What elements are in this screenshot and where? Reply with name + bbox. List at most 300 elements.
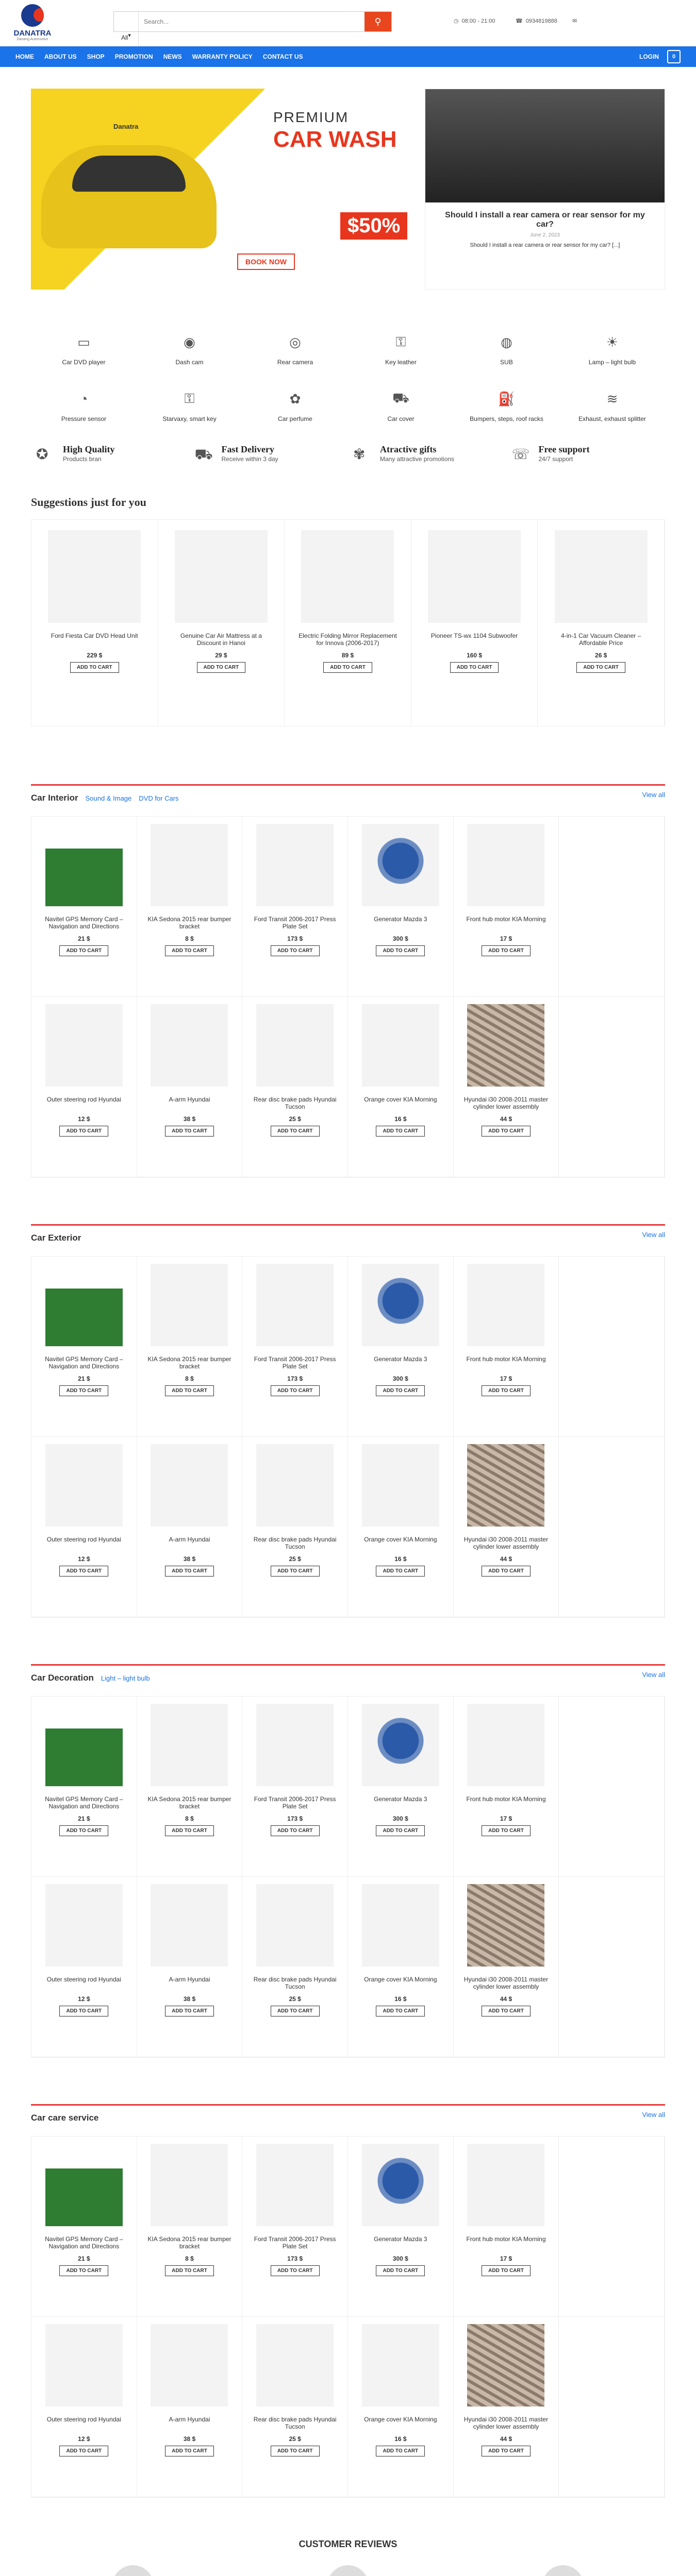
nav-item[interactable]: PROMOTION xyxy=(114,53,153,60)
product-name[interactable]: Navitel GPS Memory Card – Navigation and Directions xyxy=(45,2235,123,2250)
product-image[interactable] xyxy=(362,1704,439,1786)
product-price: 38 $ xyxy=(183,1555,196,1563)
add-to-cart-button[interactable]: ADD TO CART xyxy=(59,2006,108,2016)
category-icon: ⛟ xyxy=(392,389,409,405)
product-card[interactable] xyxy=(454,1437,559,1617)
add-to-cart-button[interactable]: ADD TO CART xyxy=(271,2006,320,2016)
nav-item[interactable]: ABOUT US xyxy=(44,53,77,60)
feature-item xyxy=(507,444,666,485)
section-header xyxy=(31,1664,665,1690)
product-price: 16 $ xyxy=(394,1115,407,1123)
add-to-cart-button[interactable]: ADD TO CART xyxy=(165,1566,214,1577)
product-price: 12 $ xyxy=(78,1555,90,1563)
product-price: 173 $ xyxy=(287,1815,303,1822)
add-to-cart-button[interactable]: ADD TO CART xyxy=(323,662,372,673)
add-to-cart-button[interactable]: ADD TO CART xyxy=(197,662,246,673)
category-label: Exhaust, exhaust splitter xyxy=(578,415,646,422)
feature-subtitle: Receive within 3 day xyxy=(221,455,278,463)
add-to-cart-button[interactable]: ADD TO CART xyxy=(271,1385,320,1396)
category-item[interactable] xyxy=(454,331,559,377)
logo-tagline: Danang Automotive xyxy=(16,38,48,41)
product-card[interactable] xyxy=(242,2317,348,2497)
product-card[interactable] xyxy=(137,1877,243,2057)
nav-item[interactable]: NEWS xyxy=(163,53,182,60)
reviewer-avatar xyxy=(542,2565,584,2576)
add-to-cart-button[interactable]: ADD TO CART xyxy=(482,2446,531,2456)
add-to-cart-button[interactable]: ADD TO CART xyxy=(271,2265,320,2276)
product-name[interactable]: Rear disc brake pads Hyundai Tucson xyxy=(253,1096,337,1110)
product-price: 173 $ xyxy=(287,935,303,942)
product-price: 8 $ xyxy=(185,1375,194,1382)
add-to-cart-button[interactable]: ADD TO CART xyxy=(271,1126,320,1137)
product-image[interactable] xyxy=(45,824,123,906)
section-title[interactable]: Car care service xyxy=(31,2113,99,2123)
product-name[interactable]: A-arm Hyundai xyxy=(169,1536,210,1543)
product-card[interactable] xyxy=(348,1697,454,1877)
product-image[interactable] xyxy=(362,1444,439,1527)
view-all-link[interactable]: View all xyxy=(642,1671,665,1679)
product-card[interactable] xyxy=(348,1257,454,1437)
feature-strip xyxy=(31,444,665,485)
product-name[interactable]: Ford Transit 2006-2017 Press Plate Set xyxy=(254,1355,336,1370)
product-image[interactable] xyxy=(45,1264,123,1346)
logo-mark xyxy=(21,4,44,27)
product-name[interactable]: Outer steering rod Hyundai xyxy=(46,2416,121,2423)
category-icon: ▭ xyxy=(77,334,90,350)
category-icon: ◔ xyxy=(79,391,88,406)
product-image[interactable] xyxy=(362,2324,439,2406)
product-card[interactable] xyxy=(454,997,559,1177)
view-all-link[interactable]: View all xyxy=(642,1231,665,1239)
product-image[interactable] xyxy=(301,530,394,623)
product-card[interactable] xyxy=(31,817,137,997)
view-all-link[interactable]: View all xyxy=(642,2111,665,2119)
category-item[interactable] xyxy=(242,331,348,377)
product-image[interactable] xyxy=(151,824,228,906)
mail-icon: ✉ xyxy=(572,18,577,24)
product-name[interactable]: Front hub motor KIA Morning xyxy=(466,1795,546,1803)
category-icon: ◎ xyxy=(289,334,301,350)
product-name[interactable]: Outer steering rod Hyundai xyxy=(46,1096,121,1103)
product-image[interactable] xyxy=(256,2324,334,2406)
category-label: Rear camera xyxy=(277,359,313,366)
add-to-cart-button[interactable]: ADD TO CART xyxy=(59,2265,108,2276)
view-all-link[interactable]: View all xyxy=(642,791,665,799)
product-image[interactable] xyxy=(555,530,648,623)
category-item[interactable] xyxy=(454,387,559,434)
product-name[interactable]: Rear disc brake pads Hyundai Tucson xyxy=(253,2416,337,2430)
category-icon: ◉ xyxy=(184,334,195,350)
product-image[interactable] xyxy=(362,1264,439,1346)
featured-post[interactable] xyxy=(425,89,665,290)
add-to-cart-button[interactable]: ADD TO CART xyxy=(59,1566,108,1577)
product-name[interactable]: Navitel GPS Memory Card – Navigation and Directions xyxy=(45,1795,123,1810)
product-image[interactable] xyxy=(45,1704,123,1786)
product-card[interactable] xyxy=(242,817,348,997)
search-input[interactable] xyxy=(139,12,364,31)
product-price: 25 $ xyxy=(289,2435,301,2443)
add-to-cart-button[interactable]: ADD TO CART xyxy=(482,2006,531,2016)
product-price: 229 $ xyxy=(87,652,103,659)
banner-discount: $50% xyxy=(340,212,407,240)
product-image[interactable] xyxy=(256,1884,334,1967)
section-sublink[interactable]: Sound & Image xyxy=(85,794,132,802)
product-name[interactable]: KIA Sedona 2015 rear bumper bracket xyxy=(147,2235,231,2250)
product-name[interactable]: Front hub motor KIA Morning xyxy=(466,2235,546,2243)
product-image[interactable] xyxy=(45,2324,123,2406)
cart-button[interactable]: 0 xyxy=(667,50,681,63)
product-name[interactable]: Ford Fiesta Car DVD Head Unit xyxy=(51,632,138,639)
product-grid xyxy=(31,1696,665,2058)
product-image[interactable] xyxy=(467,1004,544,1087)
product-image[interactable] xyxy=(256,1264,334,1346)
product-image[interactable] xyxy=(175,530,268,623)
add-to-cart-button[interactable]: ADD TO CART xyxy=(271,1825,320,1836)
reviews-section xyxy=(31,2539,665,2576)
product-name[interactable]: Rear disc brake pads Hyundai Tucson xyxy=(253,1976,337,1990)
product-image[interactable] xyxy=(45,1004,123,1087)
product-price: 44 $ xyxy=(500,2435,512,2443)
reviewer-avatar xyxy=(112,2565,154,2576)
product-card[interactable] xyxy=(137,2317,243,2497)
feature-subtitle: Many attractive promotions xyxy=(380,455,455,463)
product-name[interactable]: Rear disc brake pads Hyundai Tucson xyxy=(253,1536,337,1550)
add-to-cart-button[interactable]: ADD TO CART xyxy=(482,945,531,956)
product-card[interactable] xyxy=(137,997,243,1177)
empty-cell xyxy=(559,2317,665,2497)
product-card[interactable] xyxy=(348,997,454,1177)
product-card[interactable] xyxy=(454,1877,559,2057)
nav-item[interactable]: CONTACT US xyxy=(262,53,303,60)
category-item[interactable] xyxy=(137,387,242,434)
product-price: 44 $ xyxy=(500,1995,512,2003)
product-image[interactable] xyxy=(362,824,439,906)
product-card[interactable] xyxy=(242,1877,348,2057)
product-price: 17 $ xyxy=(500,1815,512,1822)
product-name[interactable]: Genuine Car Air Mattress at a Discount in Hanoi xyxy=(180,632,262,647)
empty-cell xyxy=(559,817,665,997)
section-sublink[interactable]: DVD for Cars xyxy=(139,794,179,802)
add-to-cart-button[interactable]: ADD TO CART xyxy=(59,2446,108,2456)
section-header xyxy=(31,2104,665,2130)
product-name[interactable]: Hyundai i30 2008-2011 master cylinder lower assembly xyxy=(463,1976,549,1990)
product-image[interactable] xyxy=(428,530,521,623)
product-price: 300 $ xyxy=(392,935,408,942)
product-price: 12 $ xyxy=(78,1115,90,1123)
product-name[interactable]: Outer steering rod Hyundai xyxy=(46,1536,121,1543)
product-card[interactable] xyxy=(137,2137,243,2317)
product-card[interactable] xyxy=(348,2317,454,2497)
product-name[interactable]: Outer steering rod Hyundai xyxy=(46,1976,121,1983)
product-card[interactable] xyxy=(348,1877,454,2057)
search-button[interactable] xyxy=(364,12,391,31)
add-to-cart-button[interactable]: ADD TO CART xyxy=(576,662,625,673)
product-price: 16 $ xyxy=(394,1555,407,1563)
product-card[interactable] xyxy=(411,520,538,726)
product-name[interactable]: Front hub motor KIA Morning xyxy=(466,916,546,923)
product-card[interactable] xyxy=(137,1257,243,1437)
product-name[interactable]: Orange cover KIA Morning xyxy=(364,1976,437,1983)
section-title[interactable]: Car Interior xyxy=(31,793,78,803)
product-card[interactable] xyxy=(31,520,158,726)
product-image[interactable] xyxy=(256,824,334,906)
product-image[interactable] xyxy=(48,530,141,623)
product-card[interactable] xyxy=(242,1697,348,1877)
mail-info[interactable] xyxy=(572,18,577,24)
product-image[interactable] xyxy=(256,1444,334,1527)
product-image[interactable] xyxy=(151,2324,228,2406)
product-name[interactable]: A-arm Hyundai xyxy=(169,2416,210,2423)
product-name[interactable]: Ford Transit 2006-2017 Press Plate Set xyxy=(254,916,336,930)
add-to-cart-button[interactable]: ADD TO CART xyxy=(59,1385,108,1396)
reviews-title: CUSTOMER REVIEWS xyxy=(299,2539,397,2549)
product-name[interactable]: Hyundai i30 2008-2011 master cylinder lower assembly xyxy=(463,1536,549,1550)
promo-banner[interactable] xyxy=(31,89,416,290)
product-card[interactable] xyxy=(242,1437,348,1617)
post-title[interactable]: Should I install a rear camera or rear sensor for my car? xyxy=(445,211,645,229)
product-name[interactable]: 4-in-1 Car Vacuum Cleaner – Affordable Price xyxy=(561,632,641,647)
product-name[interactable]: Orange cover KIA Morning xyxy=(364,2416,437,2423)
product-card[interactable] xyxy=(158,520,285,726)
phone-icon: ☎ xyxy=(516,18,523,24)
product-name[interactable]: Navitel GPS Memory Card – Navigation and Directions xyxy=(45,916,123,930)
reviewer-avatar xyxy=(327,2565,369,2576)
product-card[interactable] xyxy=(454,1257,559,1437)
add-to-cart-button[interactable]: ADD TO CART xyxy=(271,2446,320,2456)
product-image[interactable] xyxy=(362,2144,439,2226)
category-item[interactable] xyxy=(559,387,665,434)
nav-item[interactable]: WARRANTY POLICY xyxy=(192,53,253,60)
section-sublink[interactable]: Light – light bulb xyxy=(101,1674,150,1682)
product-card[interactable] xyxy=(348,1437,454,1617)
product-price: 21 $ xyxy=(78,935,90,942)
product-image[interactable] xyxy=(362,1884,439,1967)
product-price: 29 $ xyxy=(215,652,227,659)
add-to-cart-button[interactable]: ADD TO CART xyxy=(482,1126,531,1137)
category-item[interactable] xyxy=(31,331,137,377)
product-image[interactable] xyxy=(467,1704,544,1786)
feature-icon: ✾ xyxy=(353,446,366,462)
add-to-cart-button[interactable]: ADD TO CART xyxy=(376,2265,425,2276)
add-to-cart-button[interactable]: ADD TO CART xyxy=(482,1385,531,1396)
product-price: 21 $ xyxy=(78,1815,90,1822)
add-to-cart-button[interactable]: ADD TO CART xyxy=(165,1825,214,1836)
category-item[interactable] xyxy=(348,331,454,377)
category-icon: ⛽ xyxy=(498,391,515,406)
hero-area xyxy=(31,89,665,295)
search-icon: ⚲ xyxy=(374,16,382,27)
product-name[interactable]: KIA Sedona 2015 rear bumper bracket xyxy=(147,1795,231,1810)
category-label: Car cover xyxy=(387,415,415,422)
add-to-cart-button[interactable]: ADD TO CART xyxy=(376,1825,425,1836)
product-image[interactable] xyxy=(45,1444,123,1527)
hours-info: ◷ 08:00 - 21:00 xyxy=(454,18,495,24)
category-icon: ✿ xyxy=(289,391,301,406)
add-to-cart-button[interactable]: ADD TO CART xyxy=(376,2446,425,2456)
product-price: 16 $ xyxy=(394,2435,407,2443)
add-to-cart-button[interactable]: ADD TO CART xyxy=(271,1566,320,1577)
product-price: 12 $ xyxy=(78,2435,90,2443)
product-price: 38 $ xyxy=(183,1995,196,2003)
add-to-cart-button[interactable]: ADD TO CART xyxy=(70,662,119,673)
feature-icon: ✪ xyxy=(36,446,48,462)
login-link[interactable]: LOGIN xyxy=(639,53,659,60)
section-title[interactable]: Car Decoration xyxy=(31,1673,94,1683)
add-to-cart-button[interactable]: ADD TO CART xyxy=(59,1825,108,1836)
product-card[interactable] xyxy=(137,1437,243,1617)
product-card[interactable] xyxy=(31,1697,137,1877)
product-card[interactable] xyxy=(285,520,411,726)
category-icon: ◍ xyxy=(501,334,512,350)
product-price: 21 $ xyxy=(78,2255,90,2262)
product-card[interactable] xyxy=(454,2137,559,2317)
nav-item[interactable]: HOME xyxy=(15,53,34,60)
product-price: 17 $ xyxy=(500,935,512,942)
product-name[interactable]: Generator Mazda 3 xyxy=(374,1795,427,1803)
product-card[interactable] xyxy=(31,1437,137,1617)
product-image[interactable] xyxy=(151,2144,228,2226)
product-name[interactable]: A-arm Hyundai xyxy=(169,1096,210,1103)
product-card[interactable] xyxy=(137,1697,243,1877)
category-item[interactable] xyxy=(31,387,137,434)
product-image[interactable] xyxy=(151,1264,228,1346)
add-to-cart-button[interactable]: ADD TO CART xyxy=(376,2006,425,2016)
product-card[interactable] xyxy=(242,1257,348,1437)
category-icon: ☀ xyxy=(606,334,619,350)
product-card[interactable] xyxy=(31,2137,137,2317)
product-image[interactable] xyxy=(151,1704,228,1786)
add-to-cart-button[interactable]: ADD TO CART xyxy=(165,1385,214,1396)
product-image[interactable] xyxy=(256,1704,334,1786)
product-image[interactable] xyxy=(467,824,544,906)
product-card[interactable] xyxy=(31,997,137,1177)
nav-item[interactable]: SHOP xyxy=(87,53,105,60)
product-price: 44 $ xyxy=(500,1115,512,1123)
product-card[interactable] xyxy=(31,2317,137,2497)
add-to-cart-button[interactable]: ADD TO CART xyxy=(482,1825,531,1836)
product-name[interactable]: Electric Folding Mirror Replacement for Innova (2006-2017) xyxy=(299,632,397,647)
add-to-cart-button[interactable]: ADD TO CART xyxy=(376,1126,425,1137)
product-card[interactable] xyxy=(538,520,665,726)
product-image[interactable] xyxy=(362,1004,439,1087)
product-name[interactable]: Orange cover KIA Morning xyxy=(364,1536,437,1543)
add-to-cart-button[interactable]: ADD TO CART xyxy=(376,945,425,956)
search-category-select[interactable]: All ▾ xyxy=(114,12,139,58)
product-image[interactable] xyxy=(467,1884,544,1967)
category-item[interactable] xyxy=(559,331,665,377)
product-name[interactable]: KIA Sedona 2015 rear bumper bracket xyxy=(147,916,231,930)
product-card[interactable] xyxy=(348,2137,454,2317)
category-item[interactable] xyxy=(242,387,348,434)
product-image[interactable] xyxy=(467,1444,544,1527)
logo-name: DANATRA xyxy=(13,29,52,38)
product-name[interactable]: Orange cover KIA Morning xyxy=(364,1096,437,1103)
product-image[interactable] xyxy=(256,2144,334,2226)
product-image[interactable] xyxy=(467,1264,544,1346)
product-card[interactable] xyxy=(242,997,348,1177)
product-image[interactable] xyxy=(45,1884,123,1967)
add-to-cart-button[interactable]: ADD TO CART xyxy=(482,2265,531,2276)
product-image[interactable] xyxy=(256,1004,334,1087)
site-logo[interactable] xyxy=(9,4,56,43)
product-card[interactable] xyxy=(137,817,243,997)
product-price: 26 $ xyxy=(595,652,607,659)
category-icon: ⚿ xyxy=(184,391,195,406)
product-card[interactable] xyxy=(454,2317,559,2497)
product-name[interactable]: Generator Mazda 3 xyxy=(374,2235,427,2243)
add-to-cart-button[interactable]: ADD TO CART xyxy=(59,945,108,956)
add-to-cart-button[interactable]: ADD TO CART xyxy=(165,1126,214,1137)
category-grid xyxy=(31,331,665,434)
add-to-cart-button[interactable]: ADD TO CART xyxy=(271,945,320,956)
product-card[interactable] xyxy=(454,817,559,997)
product-name[interactable]: Generator Mazda 3 xyxy=(374,916,427,923)
product-section xyxy=(31,2104,665,2498)
product-image[interactable] xyxy=(45,2144,123,2226)
product-card[interactable] xyxy=(454,1697,559,1877)
add-to-cart-button[interactable]: ADD TO CART xyxy=(376,1566,425,1577)
product-image[interactable] xyxy=(151,1004,228,1087)
product-name[interactable]: Navitel GPS Memory Card – Navigation and Directions xyxy=(45,1355,123,1370)
empty-cell xyxy=(559,997,665,1177)
category-item[interactable] xyxy=(137,331,242,377)
product-card[interactable] xyxy=(31,1877,137,2057)
product-price: 173 $ xyxy=(287,1375,303,1382)
product-section xyxy=(31,784,665,1178)
add-to-cart-button[interactable]: ADD TO CART xyxy=(165,2265,214,2276)
add-to-cart-button[interactable]: ADD TO CART xyxy=(165,945,214,956)
category-item[interactable] xyxy=(348,387,454,434)
add-to-cart-button[interactable]: ADD TO CART xyxy=(482,1566,531,1577)
section-title[interactable]: Car Exterior xyxy=(31,1233,81,1243)
product-price: 173 $ xyxy=(287,2255,303,2262)
product-name[interactable]: Hyundai i30 2008-2011 master cylinder lower assembly xyxy=(463,2416,549,2430)
product-price: 17 $ xyxy=(500,1375,512,1382)
product-name[interactable]: Generator Mazda 3 xyxy=(374,1355,427,1363)
product-card[interactable] xyxy=(31,1257,137,1437)
post-excerpt: Should I install a rear camera or rear sensor for my car? [...] xyxy=(470,242,620,248)
product-image[interactable] xyxy=(467,2324,544,2406)
review-card xyxy=(246,2565,451,2576)
product-image[interactable] xyxy=(151,1444,228,1527)
product-name[interactable]: A-arm Hyundai xyxy=(169,1976,210,1983)
product-grid xyxy=(31,2136,665,2498)
feature-item xyxy=(348,444,507,485)
product-name[interactable]: Front hub motor KIA Morning xyxy=(466,1355,546,1363)
product-name[interactable]: Hyundai i30 2008-2011 master cylinder lower assembly xyxy=(463,1096,549,1110)
phone-info[interactable]: ☎ 0934819888 xyxy=(516,18,557,24)
add-to-cart-button[interactable]: ADD TO CART xyxy=(376,1385,425,1396)
product-image[interactable] xyxy=(467,2144,544,2226)
product-name[interactable]: Ford Transit 2006-2017 Press Plate Set xyxy=(254,1795,336,1810)
product-name[interactable]: Ford Transit 2006-2017 Press Plate Set xyxy=(254,2235,336,2250)
category-icon: ⚿ xyxy=(395,334,406,349)
add-to-cart-button[interactable]: ADD TO CART xyxy=(165,2446,214,2456)
product-name[interactable]: Pioneer TS-wx 1104 Subwoofer xyxy=(430,632,518,639)
product-card[interactable] xyxy=(348,817,454,997)
add-to-cart-button[interactable]: ADD TO CART xyxy=(450,662,499,673)
review-card xyxy=(31,2565,236,2576)
product-price: 300 $ xyxy=(392,1375,408,1382)
product-name[interactable]: KIA Sedona 2015 rear bumper bracket xyxy=(147,1355,231,1370)
product-image[interactable] xyxy=(151,1884,228,1967)
product-card[interactable] xyxy=(242,2137,348,2317)
book-now-button[interactable]: BOOK NOW xyxy=(237,253,295,270)
add-to-cart-button[interactable]: ADD TO CART xyxy=(59,1126,108,1137)
category-icon: ≋ xyxy=(606,391,618,406)
add-to-cart-button[interactable]: ADD TO CART xyxy=(165,2006,214,2016)
category-label: Bumpers, steps, roof racks xyxy=(470,415,543,422)
